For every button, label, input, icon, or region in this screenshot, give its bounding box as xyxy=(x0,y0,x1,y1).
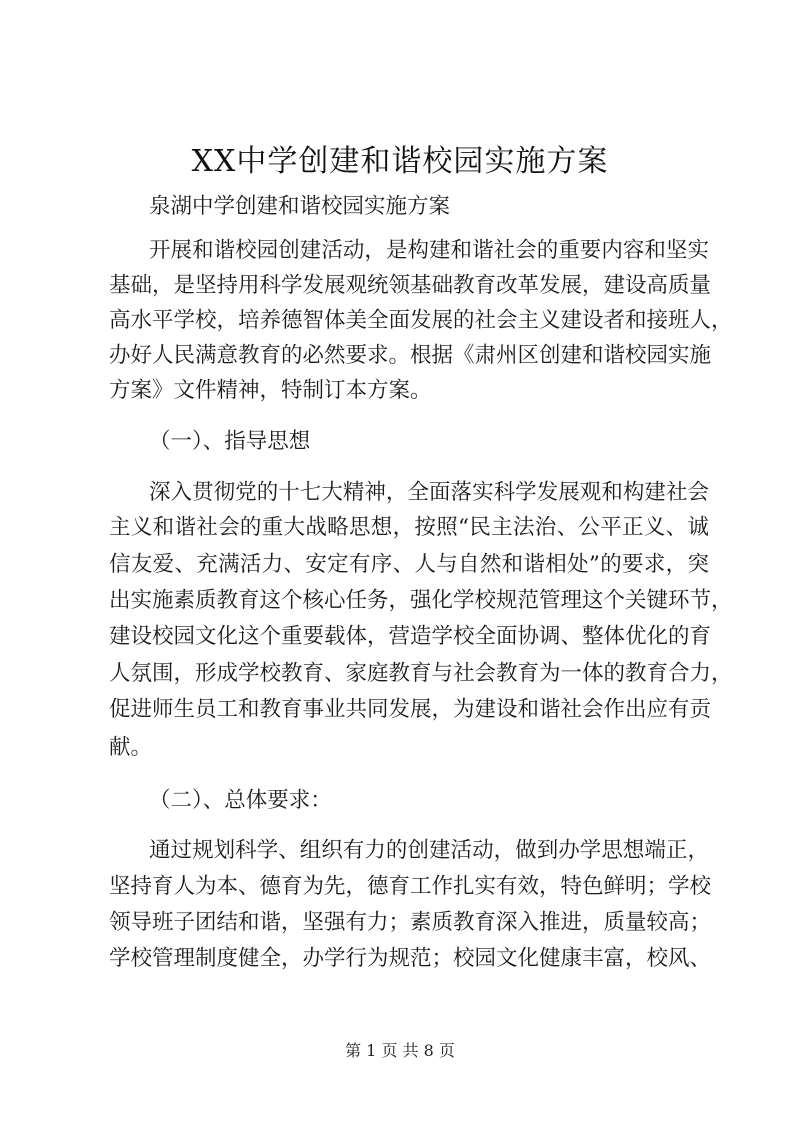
section2-line: 坚持育人为本、德育为先，德育工作扎实有效，特色鲜明；学校 xyxy=(109,874,712,899)
intro-line: 基础，是坚持用科学发展观统领基础教育改革发展，建设高质量 xyxy=(109,273,712,298)
section2-line: 学校管理制度健全，办学行为规范；校园文化健康丰富，校风、 xyxy=(109,946,712,971)
page-footer: 第 1 页 共 8 页 xyxy=(345,1041,455,1060)
section2-line: 领导班子团结和谐，坚强有力；素质教育深入推进，质量较高； xyxy=(109,910,712,935)
section1-line: 促进师生员工和教育事业共同发展，为建设和谐社会作出应有贡 xyxy=(109,697,712,722)
intro-line: 方案》文件精神，特制订本方案。 xyxy=(109,378,432,403)
section2-line: 通过规划科学、组织有力的创建活动，做到办学思想端正， xyxy=(149,838,709,863)
section1-line: 主义和谐社会的重大战略思想，按照“民主法治、公平正义、诚 xyxy=(109,515,709,540)
section1-line: 深入贯彻党的十七大精神，全面落实科学发展观和构建社会 xyxy=(149,480,709,505)
section1-line: 出实施素质教育这个核心任务，强化学校规范管理这个关键环节， xyxy=(109,588,733,613)
intro-line: 高水平学校，培养德智体美全面发展的社会主义建设者和接班人， xyxy=(109,308,733,333)
intro-line: 办好人民满意教育的必然要求。根据《肃州区创建和谐校园实施 xyxy=(109,343,712,368)
section1-line: 献。 xyxy=(109,735,153,760)
document-title: XX中学创建和谐校园实施方案 xyxy=(191,144,609,179)
intro-line: 开展和谐校园创建活动，是构建和谐社会的重要内容和坚实 xyxy=(149,238,709,263)
section1-line: 建设校园文化这个重要载体，营造学校全面协调、整体优化的育 xyxy=(109,624,712,649)
section1-line: 信友爱、充满活力、安定有序、人与自然和谐相处”的要求，突 xyxy=(109,552,709,577)
section1-line: 人氛围，形成学校教育、家庭教育与社会教育为一体的教育合力， xyxy=(109,661,733,686)
document-subtitle: 泉湖中学创建和谐校园实施方案 xyxy=(149,194,451,219)
section1-heading: （一）、指导思想 xyxy=(149,429,311,454)
section2-heading: （二）、总体要求： xyxy=(149,788,332,813)
